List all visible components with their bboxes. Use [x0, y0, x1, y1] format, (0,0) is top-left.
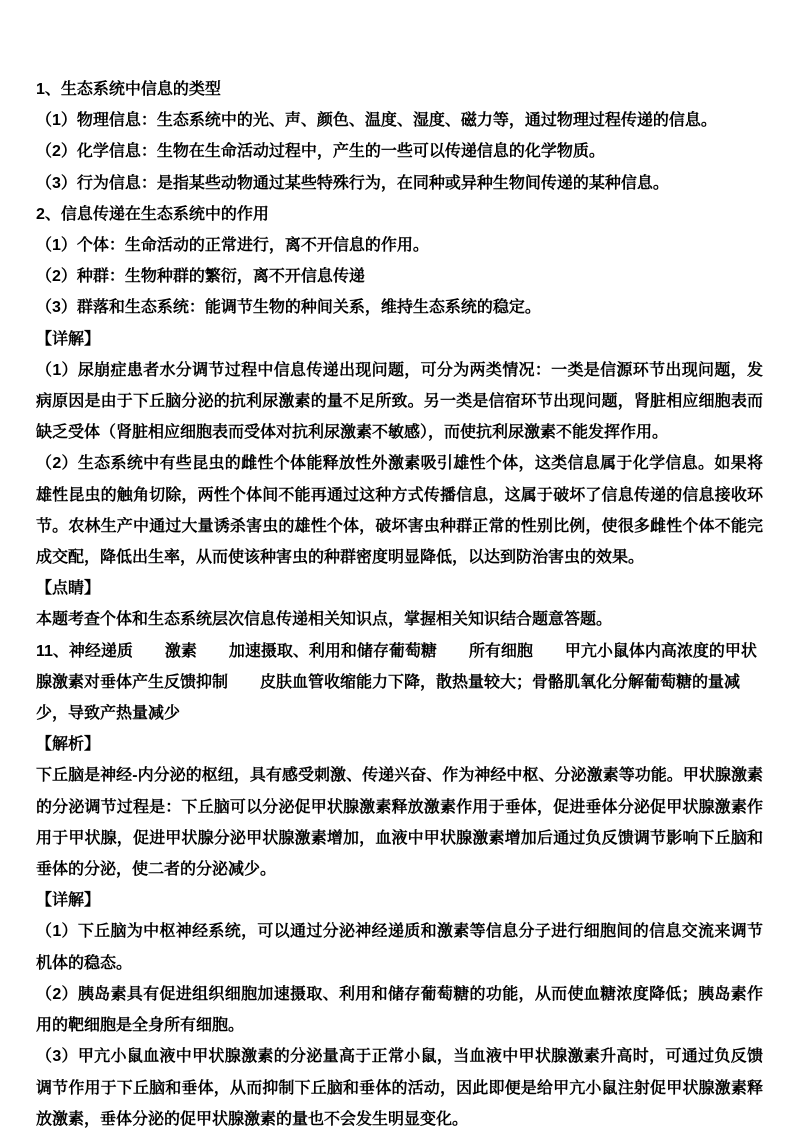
paragraph: 下丘脑是神经-内分泌的枢纽，具有感受刺激、传递兴奋、作为神经中枢、分泌激素等功能。甲状腺激素的分泌调节过程是：下丘脑可以分泌促甲状腺激素释放激素作用于垂体，促进垂体分泌促甲状腺激素作用于甲状腺，促进甲状腺分泌甲状腺激素增加，血液中甲状腺激素增加后通过负反馈调节影响下丘脑和垂体的分泌，使二者的分泌减少。	[36, 767, 763, 879]
paragraph: （2）生态系统中有些昆虫的雌性个体能释放性外激素吸引雄性个体，这类信息属于化学信息。如果将雄性昆虫的触角切除，两性个体间不能再通过这种方式传播信息，这属于破坏了信息传递的信息接收环节。农林生产中通过大量诱杀害虫的雄性个体，破坏害虫种群正常的性别比例，使很多雌性个体不能完成交配，降低出生率，从而使该种害虫的种群密度明显降低，以达到防治害虫的效果。	[36, 455, 763, 567]
section-heading: 1、生态系统中信息的类型	[36, 81, 221, 98]
paragraph: （1）下丘脑为中枢神经系统，可以通过分泌神经递质和激素等信息分子进行细胞间的信息交流来调节机体的稳态。	[36, 923, 763, 972]
section-label: 【点睛】	[36, 580, 101, 598]
section-label: 【解析】	[36, 736, 101, 754]
section-heading: 2、信息传递在生态系统中的作用	[36, 205, 269, 223]
document-body	[36, 74, 763, 1135]
paragraph: （3）行为信息：是指某些动物通过某些特殊行为，在同种或异种生物间传递的某种信息。	[36, 174, 669, 192]
section-label: 【详解】	[36, 892, 101, 910]
paragraph: （3）甲亢小鼠血液中甲状腺激素的分泌量高于正常小鼠，当血液中甲状腺激素升高时，可通过负反馈调节作用于下丘脑和垂体，从而抑制下丘脑和垂体的活动，因此即便是给甲亢小鼠注射促甲状腺激素释放激素，垂体分泌的促甲状腺激素的量也不会发生明显变化。	[36, 1048, 763, 1128]
paragraph: 本题考查个体和生态系统层次信息传递相关知识点，掌握相关知识结合题意答题。	[36, 611, 613, 629]
paragraph: （1）尿崩症患者水分调节过程中信息传递出现问题，可分为两类情况：一类是信源环节出现问题，发病原因是由于下丘脑分泌的抗利尿激素的量不足所致。另一类是信宿环节出现问题，肾脏相应细胞表而缺乏受体（肾脏相应细胞表而受体对抗利尿激素不敏感），而使抗利尿激素不能发挥作用。	[36, 361, 763, 442]
section-label: 【详解】	[36, 330, 101, 348]
paragraph: （2）种群：生物种群的繁衍，离不开信息传递	[36, 268, 365, 286]
paragraph: （2）胰岛素具有促进组织细胞加速摄取、利用和储存葡萄糖的功能，从而使血糖浓度降低；胰岛素作用的靶细胞是全身所有细胞。	[36, 985, 763, 1035]
paragraph: （2）化学信息：生物在生命活动过程中，产生的一些可以传递信息的化学物质。	[36, 143, 605, 161]
paragraph: （1）个体：生命活动的正常进行，离不开信息的作用。	[36, 237, 429, 255]
answer-line: 11、神经递质 激素 加速摄取、利用和储存葡萄糖 所有细胞 甲亢小鼠体内高浓度的甲状腺激素对垂体产生反馈抑制 皮肤血管收缩能力下降，散热量较大；骨骼肌氧化分解葡萄糖的量减少，导致产热量减少	[36, 642, 757, 723]
paragraph: （1）物理信息：生态系统中的光、声、颜色、温度、湿度、磁力等，通过物理过程传递的信息。	[36, 112, 717, 130]
paragraph: （3）群落和生态系统：能调节生物的种间关系，维持生态系统的稳定。	[36, 299, 541, 317]
